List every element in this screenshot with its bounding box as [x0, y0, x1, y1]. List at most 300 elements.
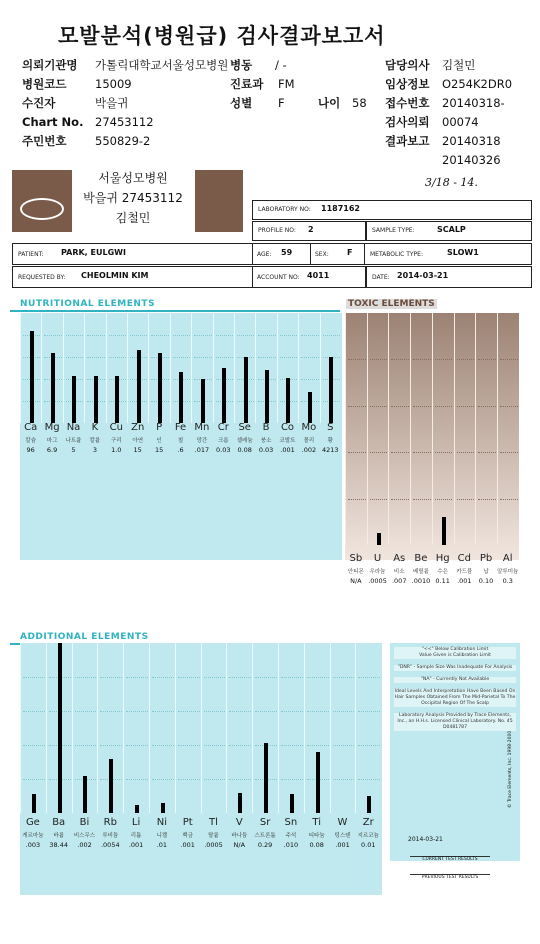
element-korean-name: 망간 [196, 438, 208, 444]
element-value: .01 [156, 841, 168, 849]
chart-column [410, 313, 433, 545]
element-korean-name: 마그 [46, 438, 58, 444]
chart-gridline [152, 711, 174, 712]
label-ward: 병동 [230, 58, 253, 72]
chart-gridline [258, 335, 275, 336]
element-symbol: B [262, 422, 270, 433]
element-korean-name: 수은 [437, 569, 448, 575]
chart-gridline [229, 711, 251, 712]
chart-gridline [457, 499, 475, 500]
label-report-date: 결과보고 [385, 134, 430, 148]
header-right-labels [385, 56, 445, 151]
chart-bar-mg [51, 353, 55, 423]
element-value: .0005 [368, 577, 387, 585]
chart-gridline [478, 406, 496, 407]
sample-type-value: SCALP [437, 225, 466, 234]
chart-gridline [413, 452, 431, 453]
patient-value: PARK, EULGWI [61, 248, 126, 257]
chart-bar-fe [179, 372, 183, 423]
element-symbol: Mn [194, 422, 210, 433]
element-korean-name: 루비듐 [102, 833, 119, 839]
chart-gridline [109, 335, 126, 336]
chart-gridline [307, 745, 329, 746]
element-symbol: Cr [217, 422, 229, 433]
chart-column [475, 313, 498, 545]
chart-gridline [23, 745, 45, 746]
label-institution: 의뢰기관명 [22, 58, 78, 72]
chart-column [234, 313, 256, 423]
label-sex: 성별 [230, 96, 253, 110]
element-value: 0.11 [435, 577, 450, 585]
element-korean-name: 철 [177, 438, 184, 444]
metabolic-label: METABOLIC TYPE: [370, 251, 423, 258]
element-korean-name: 셀레늄 [236, 438, 253, 444]
element-value: 0.01 [361, 841, 376, 849]
chart-column [97, 643, 124, 813]
date-box [366, 266, 532, 288]
element-symbol: Al [502, 553, 513, 564]
chart-bar-bi [83, 776, 87, 813]
element-symbol: Ca [24, 422, 38, 433]
chart-gridline [370, 406, 388, 407]
chart-column [255, 313, 277, 423]
legend-calibration [394, 647, 516, 659]
chart-gridline [333, 711, 355, 712]
sex-box [310, 243, 366, 265]
element-symbol: Rb [103, 817, 117, 828]
chart-gridline [126, 677, 148, 678]
label-dept: 진료과 [230, 77, 264, 91]
element-korean-name: 리튬 [130, 833, 142, 839]
chart-gridline [435, 499, 453, 500]
chart-column [46, 643, 73, 813]
chart-bar-se [244, 357, 248, 423]
element-symbol: Fe [174, 422, 187, 433]
element-korean-name: 붕소 [260, 438, 272, 444]
metabolic-value: SLOW1 [447, 248, 479, 257]
requested-value: CHEOLMIN KIM [81, 271, 149, 280]
chart-gridline [216, 335, 233, 336]
chart-gridline [255, 711, 277, 712]
chart-gridline [109, 357, 126, 358]
account-value: 4011 [307, 271, 330, 280]
chart-column [345, 313, 368, 545]
chart-column [454, 313, 477, 545]
chart-bar-li [135, 805, 139, 814]
element-value: .002 [77, 841, 92, 849]
element-korean-name: 니켈 [156, 833, 168, 839]
chart-gridline [87, 357, 104, 358]
element-symbol: Bi [79, 817, 90, 828]
element-korean-name: 알루미늄 [497, 569, 519, 575]
element-korean-name: 비소 [393, 569, 405, 575]
sticker-line1: 서울성모병원 [98, 171, 168, 185]
chart-gridline [348, 499, 366, 500]
element-value: .001 [180, 841, 195, 849]
chart-column [20, 313, 42, 423]
patient-label: PATIENT: [18, 251, 44, 258]
element-korean-name: 나트륨 [65, 438, 82, 444]
chart-gridline [66, 357, 83, 358]
legend-ideal-levels: Ideal Levels And Interpretation Have Been Based On Hair Samples Obtained From The Mid-Parietal To The Occipital Region Of The Scalp [394, 689, 516, 706]
element-korean-name: 칼슘 [25, 438, 37, 444]
chart-bar-na [72, 376, 76, 423]
chart-bar-v [238, 793, 242, 813]
chart-bar-ni [161, 803, 165, 813]
lab-logo-icon [20, 198, 64, 220]
element-korean-name: 지르코늄 [357, 833, 379, 839]
element-value: .0005 [204, 841, 223, 849]
age-value: 59 [281, 248, 293, 257]
element-value: 0.03 [258, 446, 274, 454]
age-label: AGE: [257, 251, 272, 258]
chart-bar-ba [58, 643, 62, 813]
chart-column [367, 313, 390, 545]
requested-box [12, 266, 254, 288]
value-chart-no: 27453112 [95, 115, 154, 129]
chart-gridline [500, 499, 518, 500]
element-value: .017 [194, 446, 210, 454]
chart-column [84, 313, 106, 423]
element-value: .0054 [100, 841, 120, 849]
element-symbol: Zn [131, 422, 145, 433]
chart-gridline [23, 677, 45, 678]
chart-gridline [258, 357, 275, 358]
chart-gridline [229, 779, 251, 780]
chart-bar-k [94, 376, 98, 423]
chart-gridline [280, 335, 297, 336]
label-request-date: 검사의뢰 [385, 115, 430, 129]
value-patient: 박을귀 [95, 96, 129, 110]
element-value: 1.0 [111, 446, 122, 454]
chart-column [497, 313, 520, 545]
chart-gridline [307, 711, 329, 712]
date-value: 2014-03-21 [397, 271, 449, 280]
element-korean-name: 몰리 [303, 438, 315, 444]
chart-column [170, 313, 192, 423]
element-value: 96 [26, 446, 35, 454]
element-value: .6 [177, 446, 184, 454]
sample-type-box [366, 221, 532, 241]
chart-gridline [100, 677, 122, 678]
chart-gridline [333, 745, 355, 746]
element-value: .010 [283, 841, 299, 849]
chart-gridline [391, 499, 409, 500]
element-symbol: Ti [312, 817, 321, 828]
chart-gridline [413, 406, 431, 407]
value-hospital-code: 15009 [95, 77, 132, 91]
chart-gridline [204, 711, 226, 712]
label-receipt-no: 접수번호 [385, 96, 430, 110]
element-symbol: W [337, 817, 348, 828]
chart-gridline [173, 357, 190, 358]
chart-gridline [178, 677, 200, 678]
legend-dnr: "DNR" - Sample Size Was Inadequate For Analysis [394, 665, 516, 671]
profile-box [252, 221, 366, 241]
label-age: 나이 [318, 96, 341, 110]
chart-gridline [370, 452, 388, 453]
chart-gridline [178, 779, 200, 780]
chart-column [226, 643, 253, 813]
label-hospital-code: 병원코드 [22, 77, 67, 91]
chart-gridline [100, 745, 122, 746]
chart-gridline [130, 335, 147, 336]
chart-bar-zr [367, 796, 371, 813]
chart-gridline [358, 677, 380, 678]
chart-gridline [323, 335, 340, 336]
nutritional-title: NUTRITIONAL ELEMENTS [20, 299, 156, 309]
chart-gridline [126, 779, 148, 780]
element-korean-name: 크롬 [217, 438, 229, 444]
label-doctor: 담당의사 [385, 58, 430, 72]
element-symbol: Ni [156, 817, 168, 828]
chart-gridline [333, 677, 355, 678]
additional-title: ADDITIONAL ELEMENTS [20, 632, 149, 642]
chart-column [72, 643, 99, 813]
lab-no-label: LABORATORY NO: [258, 206, 311, 213]
label-patient: 수진자 [22, 96, 56, 110]
element-value: 0.29 [257, 841, 273, 849]
element-symbol: Mg [44, 422, 60, 433]
element-symbol: Na [66, 422, 81, 433]
element-symbol: Sn [284, 817, 298, 828]
element-value: .007 [391, 577, 407, 585]
element-symbol: Cu [109, 422, 123, 433]
account-label: ACCOUNT NO: [257, 274, 300, 281]
chart-column [106, 313, 128, 423]
chart-gridline [204, 677, 226, 678]
legend-na: "NA" - Currently Not Available [394, 677, 516, 683]
chart-gridline [435, 406, 453, 407]
element-value: .001 [457, 577, 472, 585]
value-clinical-info: O254K2DR0 [442, 77, 513, 91]
chart-column [320, 313, 342, 423]
sex-value: F [347, 248, 353, 257]
chart-gridline [413, 499, 431, 500]
chart-column [201, 643, 228, 813]
chart-bar-co [286, 378, 290, 423]
legend-panel [390, 643, 520, 861]
element-value: .001 [128, 841, 144, 849]
label-resident-no: 주민번호 [22, 134, 67, 148]
element-korean-name: 티타늄 [308, 833, 325, 839]
chart-bar-u [377, 533, 381, 545]
chart-gridline [435, 452, 453, 453]
chart-column [432, 313, 455, 545]
chart-column [148, 313, 170, 423]
element-value: 0.03 [216, 446, 231, 454]
chart-column [298, 313, 320, 423]
element-korean-name: 황 [327, 438, 333, 444]
legend-line: "<<" Below Calibration Limit [421, 647, 489, 652]
chart-column [191, 313, 213, 423]
chart-gridline [478, 499, 496, 500]
element-symbol: Hg [435, 553, 450, 564]
chart-gridline [348, 406, 366, 407]
element-korean-name: 납 [483, 569, 489, 575]
chart-gridline [358, 711, 380, 712]
chart-gridline [391, 452, 409, 453]
element-value: 15 [154, 446, 164, 454]
element-korean-name: 코발트 [279, 438, 296, 444]
chart-gridline [370, 359, 388, 360]
additional-chart [20, 643, 382, 895]
patient-box [12, 243, 254, 265]
chart-gridline [87, 335, 104, 336]
element-symbol: Tl [209, 817, 218, 828]
element-symbol: Ge [25, 817, 40, 828]
chart-gridline [229, 745, 251, 746]
chart-gridline [126, 711, 148, 712]
element-symbol: P [156, 422, 163, 433]
element-korean-name: 구리 [110, 438, 122, 444]
element-symbol: Sb [349, 553, 363, 564]
value-request-date: 20140318 [442, 134, 501, 148]
chart-gridline [358, 745, 380, 746]
chart-gridline [358, 779, 380, 780]
chart-gridline [178, 711, 200, 712]
previous-results-label: PREVIOUS TEST RESULTS [410, 874, 490, 880]
chart-column [127, 313, 149, 423]
toxic-title: TOXIC ELEMENTS [348, 299, 435, 309]
chart-bar-s [329, 357, 333, 423]
value-doctor: 김철민 [442, 58, 476, 72]
element-value: N/A [350, 577, 362, 585]
chart-gridline [229, 677, 251, 678]
lab-no-value: 1187162 [321, 204, 360, 213]
element-korean-name: 백금 [182, 833, 194, 839]
chart-bar-zn [137, 350, 141, 423]
chart-bar-b [265, 370, 269, 423]
chart-bar-hg [442, 517, 446, 545]
element-korean-name: 주석 [285, 833, 297, 839]
value-receipt-no: 20140318-00074 [442, 96, 505, 129]
chart-gridline [152, 677, 174, 678]
element-symbol: Li [131, 817, 141, 828]
value-institution: 가톨릭대학교서울성모병원 [95, 58, 229, 72]
chart-gridline [44, 335, 61, 336]
chart-gridline [255, 677, 277, 678]
chart-column [277, 313, 299, 423]
chart-gridline [435, 359, 453, 360]
element-value: .003 [25, 841, 41, 849]
chart-column [213, 313, 235, 423]
chart-gridline [194, 357, 211, 358]
chart-bar-ti [316, 752, 320, 813]
element-symbol: Be [414, 553, 428, 564]
element-value: 0.08 [237, 446, 252, 454]
chart-gridline [151, 335, 168, 336]
chart-gridline [348, 452, 366, 453]
chart-gridline [391, 359, 409, 360]
bottom-date: 2014-03-21 [408, 836, 443, 843]
chart-column [123, 643, 150, 813]
handwritten-date: 3/18 - 14. [425, 176, 478, 189]
element-value: 38.44 [49, 841, 68, 849]
sticker-line2: 박을귀 27453112 [83, 191, 183, 205]
value-report-date: 20140326 [442, 153, 501, 167]
sample-type-label: SAMPLE TYPE: [372, 227, 415, 234]
chart-column [330, 643, 357, 813]
chart-column [63, 313, 85, 423]
element-symbol: V [235, 817, 243, 828]
lab-logo-stamp-right [195, 170, 243, 232]
element-symbol: Zr [362, 817, 374, 828]
chart-gridline [75, 745, 97, 746]
element-value: .001 [335, 841, 350, 849]
chart-gridline [457, 359, 475, 360]
value-sex: F [278, 96, 285, 110]
chart-bar-mo [308, 392, 312, 423]
element-symbol: Pb [479, 553, 493, 564]
chart-gridline [500, 452, 518, 453]
chart-bar-ge [32, 794, 36, 813]
element-value: 6.9 [46, 446, 58, 454]
element-symbol: Se [238, 422, 251, 433]
chart-gridline [301, 379, 318, 380]
legend-laboratory: Laboratory Analysis Provided by Trace Elements, Inc., an H.H.s. Licensed Clinical Laboratory. No. 45 D0481787 [394, 713, 516, 731]
chart-bar-cr [222, 368, 226, 423]
chart-column [278, 643, 305, 813]
element-korean-name: 비스무스 [73, 833, 96, 839]
element-symbol: Sr [259, 817, 271, 828]
chart-gridline [280, 357, 297, 358]
element-symbol: As [393, 553, 406, 564]
chart-gridline [478, 359, 496, 360]
chart-bar-sr [264, 743, 268, 813]
element-korean-name: 바륨 [53, 833, 65, 839]
chart-bar-rb [109, 759, 113, 813]
sex-label: SEX: [315, 251, 329, 258]
chart-gridline [126, 745, 148, 746]
element-value: 3 [92, 446, 97, 454]
element-value: 0.08 [309, 841, 324, 849]
chart-bar-mn [201, 379, 205, 423]
element-korean-name: 아연 [132, 438, 144, 444]
chart-gridline [301, 357, 318, 358]
legend-line: Value Given is Calibration Limit [419, 653, 491, 658]
sticker-line3: 김철민 [115, 211, 151, 225]
chart-gridline [281, 779, 303, 780]
chart-column [175, 643, 202, 813]
chart-gridline [204, 779, 226, 780]
toxic-chart [345, 313, 519, 585]
element-value: .002 [301, 446, 317, 454]
element-symbol: Mo [301, 422, 317, 433]
header-left-labels [22, 56, 92, 151]
chart-gridline [391, 406, 409, 407]
element-value: .001 [280, 446, 295, 454]
chart-gridline [333, 779, 355, 780]
chart-column [252, 643, 279, 813]
element-korean-name: 우라늄 [369, 569, 386, 575]
lab-no-box [252, 200, 532, 220]
chart-bar-cu [115, 376, 119, 423]
chart-gridline [478, 452, 496, 453]
chart-gridline [66, 335, 83, 336]
chart-bar-p [158, 353, 162, 423]
scanned-lab-report [10, 168, 532, 938]
element-korean-name: 인 [156, 438, 162, 444]
chart-gridline [281, 745, 303, 746]
chart-gridline [348, 359, 366, 360]
element-korean-name: 칼륨 [89, 438, 101, 444]
element-korean-name: 카드뮴 [456, 569, 473, 575]
value-age: 58 [352, 96, 367, 110]
chart-column [355, 643, 382, 813]
chart-column [41, 313, 63, 423]
element-symbol: Ba [52, 817, 66, 828]
